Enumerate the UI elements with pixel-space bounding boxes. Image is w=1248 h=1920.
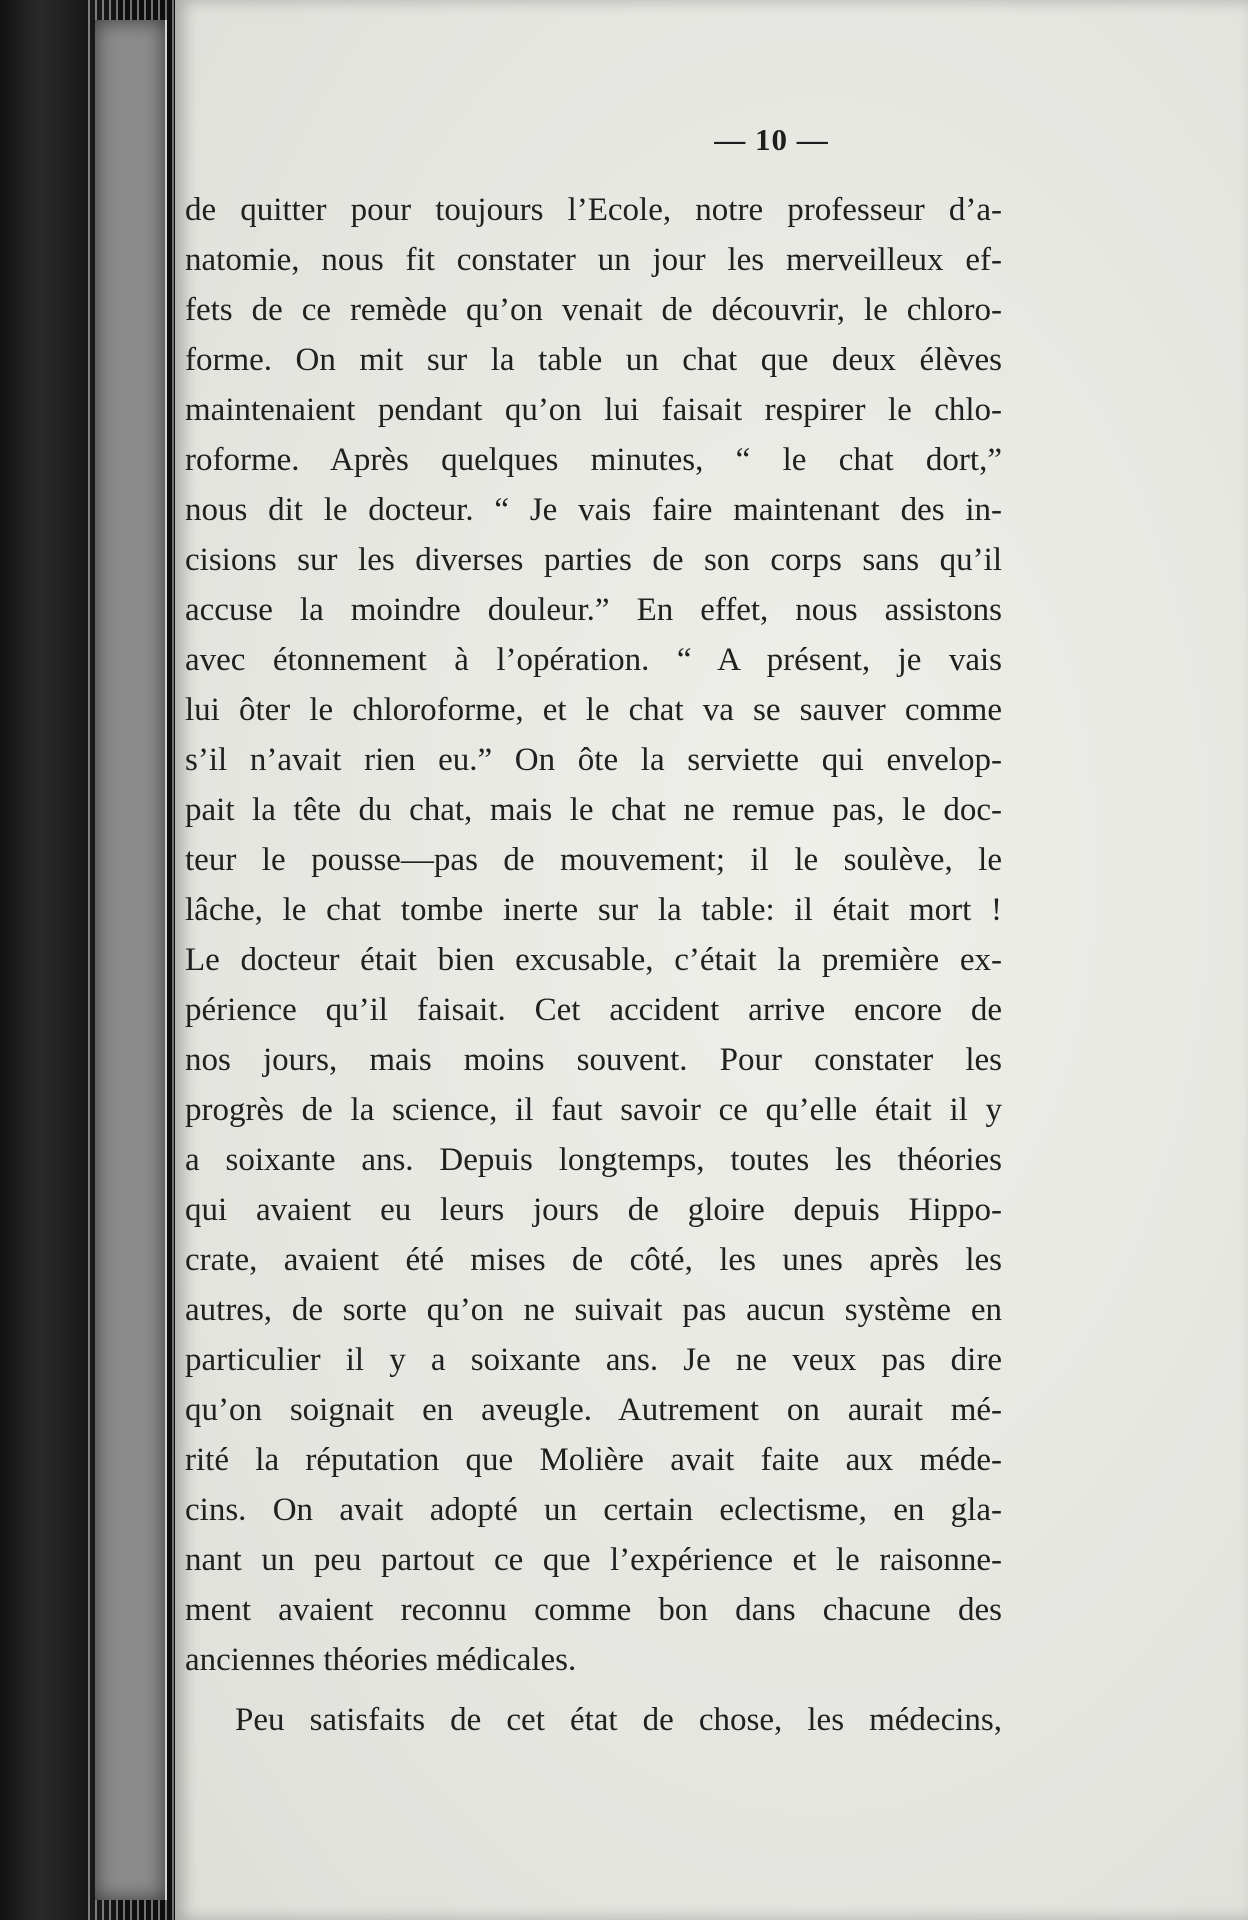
page-text bbox=[185, 190, 1182, 1750]
text-line: rité la réputation que Molière avait faite aux méde- bbox=[185, 1442, 1002, 1478]
text-line: nos jours, mais moins souvent. Pour constater les bbox=[185, 1042, 1002, 1078]
text-line: nant un peu partout ce que l’expérience et le raisonne- bbox=[185, 1542, 1002, 1578]
text-line: natomie, nous fit constater un jour les merveilleux ef- bbox=[185, 242, 1002, 278]
text-line: périence qu’il faisait. Cet accident arrive encore de bbox=[185, 992, 1002, 1028]
text-line: s’il n’avait rien eu.” On ôte la serviette qui envelop- bbox=[185, 742, 1002, 778]
text-line: ment avaient reconnu comme bon dans chacune des bbox=[185, 1592, 1002, 1628]
page-number: — 10 — bbox=[714, 122, 829, 157]
text-line: particulier il y a soixante ans. Je ne veux pas dire bbox=[185, 1342, 1002, 1378]
text-line: roforme. Après quelques minutes, “ le chat dort,” bbox=[185, 442, 1002, 478]
text-line: Le docteur était bien excusable, c’était la première ex- bbox=[185, 942, 1002, 978]
text-line: qui avaient eu leurs jours de gloire depuis Hippo- bbox=[185, 1192, 1002, 1228]
text-line: pait la tête du chat, mais le chat ne remue pas, le doc- bbox=[185, 792, 1002, 828]
text-line: avec étonnement à l’opération. “ A présent, je vais bbox=[185, 642, 1002, 678]
paragraph-start-line: Peu satisfaits de cet état de chose, les médecins, bbox=[235, 1702, 1002, 1738]
text-line: lui ôter le chloroforme, et le chat va se sauver comme bbox=[185, 692, 1002, 728]
text-line: de quitter pour toujours l’Ecole, notre professeur d’a- bbox=[185, 192, 1002, 228]
text-line: fets de ce remède qu’on venait de découvrir, le chloro- bbox=[185, 292, 1002, 328]
text-line: cisions sur les diverses parties de son corps sans qu’il bbox=[185, 542, 1002, 578]
text-line: progrès de la science, il faut savoir ce qu’elle était il y bbox=[185, 1092, 1002, 1128]
text-line: forme. On mit sur la table un chat que deux élèves bbox=[185, 342, 1002, 378]
text-line: autres, de sorte qu’on ne suivait pas aucun système en bbox=[185, 1292, 1002, 1328]
paragraph-end-line: anciennes théories médicales. bbox=[185, 1642, 577, 1678]
text-line: maintenaient pendant qu’on lui faisait respirer le chlo- bbox=[185, 392, 1002, 428]
text-line: a soixante ans. Depuis longtemps, toutes les théories bbox=[185, 1142, 1002, 1178]
text-line: accuse la moindre douleur.” En effet, nous assistons bbox=[185, 592, 1002, 628]
text-line: cins. On avait adopté un certain eclectisme, en gla- bbox=[185, 1492, 1002, 1528]
text-line: crate, avaient été mises de côté, les unes après les bbox=[185, 1242, 1002, 1278]
text-line: qu’on soignait en aveugle. Autrement on aurait mé- bbox=[185, 1392, 1002, 1428]
text-line: teur le pousse—pas de mouvement; il le soulève, le bbox=[185, 842, 1002, 878]
text-line: lâche, le chat tombe inerte sur la table: il était mort ! bbox=[185, 892, 1002, 928]
page-stack-band bbox=[95, 20, 167, 1900]
text-line: nous dit le docteur. “ Je vais faire maintenant des in- bbox=[185, 492, 1002, 528]
